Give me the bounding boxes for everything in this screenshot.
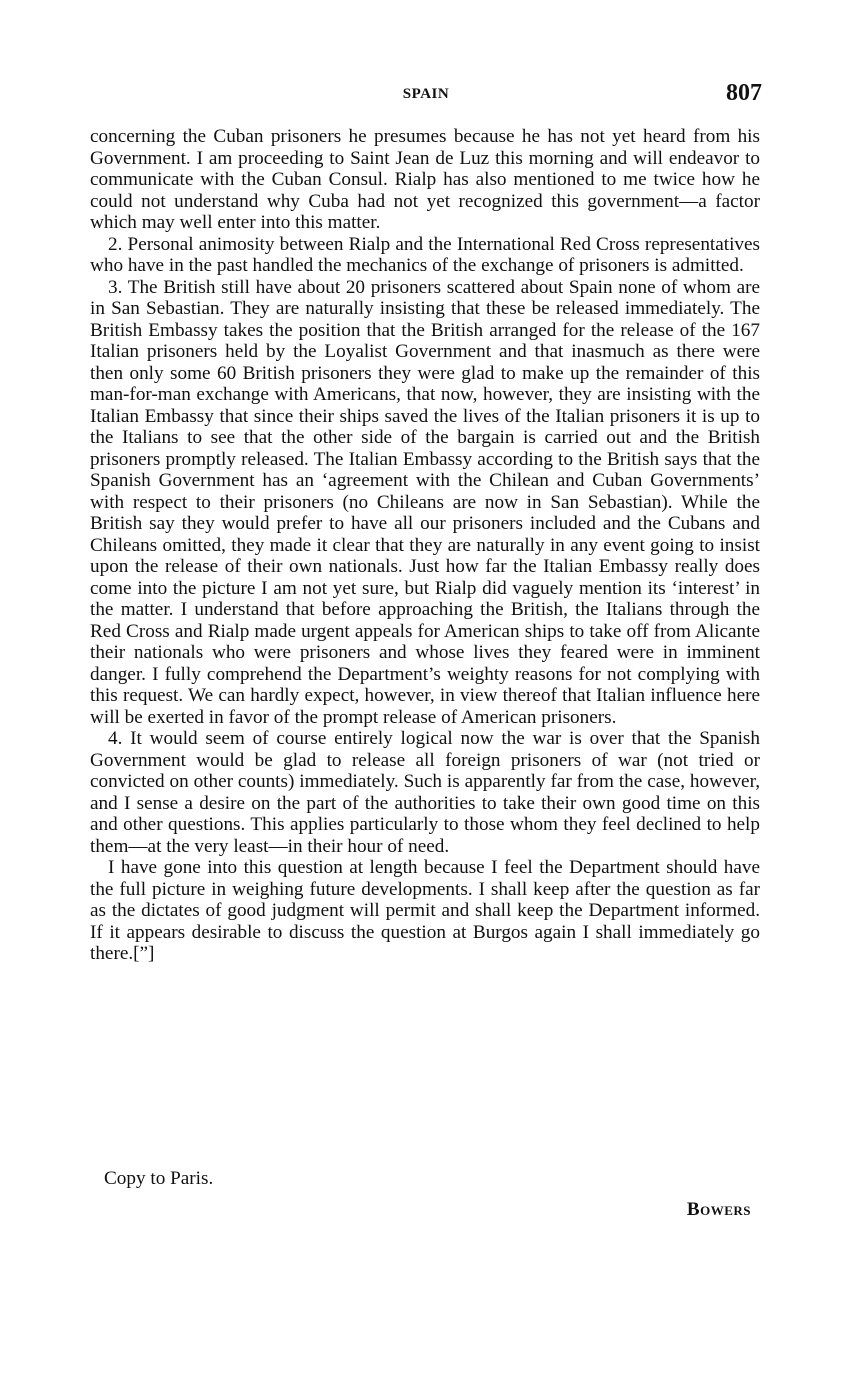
running-head: SPAIN xyxy=(402,86,450,102)
paragraph-3: 3. The British still have about 20 prisoners scattered about Spain none of whom are in San Sebastian. They are naturally insisting that these be released immediately. The British Embassy takes the position that the British arranged for the release of the 167 Italian prisoners held by the Loyalist Government and that inasmuch as there were then only some 60 British prisoners they were glad to make up the remainder of this man-for-man exchange with Americans, that now, however, they are insisting with the Italian Embassy that since their ships saved the lives of the Italian prisoners it is up to the Italians to see that the other side of the bargain is carried out and the British prisoners promptly released. The Italian Embassy according to the British says that the Spanish Government has an ‘agreement with the Chilean and Cuban Governments’ with respect to their prisoners (no Chileans are now in San Sebastian). While the British say they would prefer to have all our prisoners included and the Cubans and Chileans omitted, they made it clear that they are naturally in any event going to insist upon the release of their own nationals. Just how far the Italian Embassy really does come into the picture I am not yet sure, but Rialp did vaguely mention its ‘interest’ in the matter. I understand that before approaching the British, the Italians through the Red Cross and Rialp made urgent appeals for American ships to take off from Alicante their nationals who were prisoners and whose lives they feared were in imminent danger. I fully comprehend the Department’s weighty reasons for not complying with this request. We can hardly expect, however, in view thereof that Italian influence here will be exerted in favor of the prompt release of American prisoners. xyxy=(90,276,760,728)
paragraph-continuation: concerning the Cuban prisoners he presumes because he has not yet heard from his Government. I am proceeding to Saint Jean de Luz this morning and will endeavor to communicate with the Cuban Consul. Rialp has also mentioned to me twice how he could not understand why Cuba had not yet recognized this government—a factor which may well enter into this matter. xyxy=(90,126,760,233)
letter-body xyxy=(90,126,760,965)
copy-to-line: Copy to Paris. xyxy=(104,1168,214,1189)
signature: Bowers xyxy=(686,1199,751,1220)
paragraph-closing: I have gone into this question at length because I feel the Department should have the full picture in weighing future developments. I shall keep after the question as far as the dictates of good judgment will permit and shall keep the Department informed. If it appears desirable to discuss the question at Burgos again I shall immediately go there.[”] xyxy=(90,857,760,964)
paragraph-4: 4. It would seem of course entirely logical now the war is over that the Spanish Government would be glad to release all foreign prisoners of war (not tried or convicted on other counts) immediately. Such is apparently far from the case, however, and I sense a desire on the part of the authorities to take their own good time on this and other questions. This applies particularly to those whom they feel declined to help them—at the very least—in their hour of need. xyxy=(90,728,760,857)
page-header xyxy=(90,80,762,114)
paragraph-2: 2. Personal animosity between Rialp and the International Red Cross representatives who have in the past handled the mechanics of the exchange of prisoners is admitted. xyxy=(90,233,760,276)
page-number: 807 xyxy=(726,80,762,106)
